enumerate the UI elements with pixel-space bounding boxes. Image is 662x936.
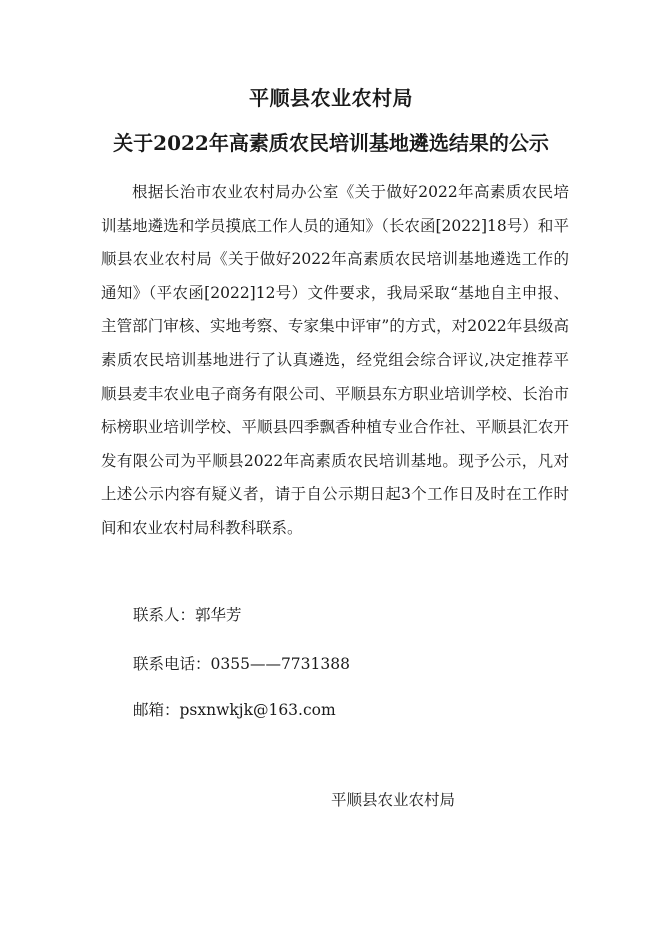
notice-body-paragraph: 根据长治市农业农村局办公室《关于做好2022年高素质农民培训基地遴选和学员摸底工作人员的通知》（长农函[2022]18号）和平顺县农业农村局《关于做好2022年高素质农民培训基地遴选工作的通知》（平农函[2022]12号）文件要求，我局采取“基地自主申报、主管部门审核、实地考察、专家集中评审”的方式，对2022年县级高素质农民培训基地进行了认真遴选，经党组会综合评议,决定推荐平顺县麦丰农业电子商务有限公司、平顺县东方职业培训学校、长治市标榜职业培训学校、平顺县四季飘香种植专业合作社、平顺县汇农开发有限公司为平顺县2022年高素质农民培训基地。现予公示，凡对上述公示内容有疑义者，请于自公示期日起3个工作日及时在工作时间和农业农村局科教科联系。 [101, 183, 569, 537]
contact-email: 邮箱：psxnwkjk@163.com [133, 701, 336, 719]
signature-issuer: 平顺县农业农村局 [331, 791, 456, 809]
notice-title: 关于2022年高素质农民培训基地遴选结果的公示 [113, 131, 549, 155]
issuer-title: 平顺县农业农村局 [249, 86, 413, 110]
contact-person: 联系人：郭华芳 [133, 606, 242, 624]
contact-phone: 联系电话：0355——7731388 [133, 655, 350, 673]
